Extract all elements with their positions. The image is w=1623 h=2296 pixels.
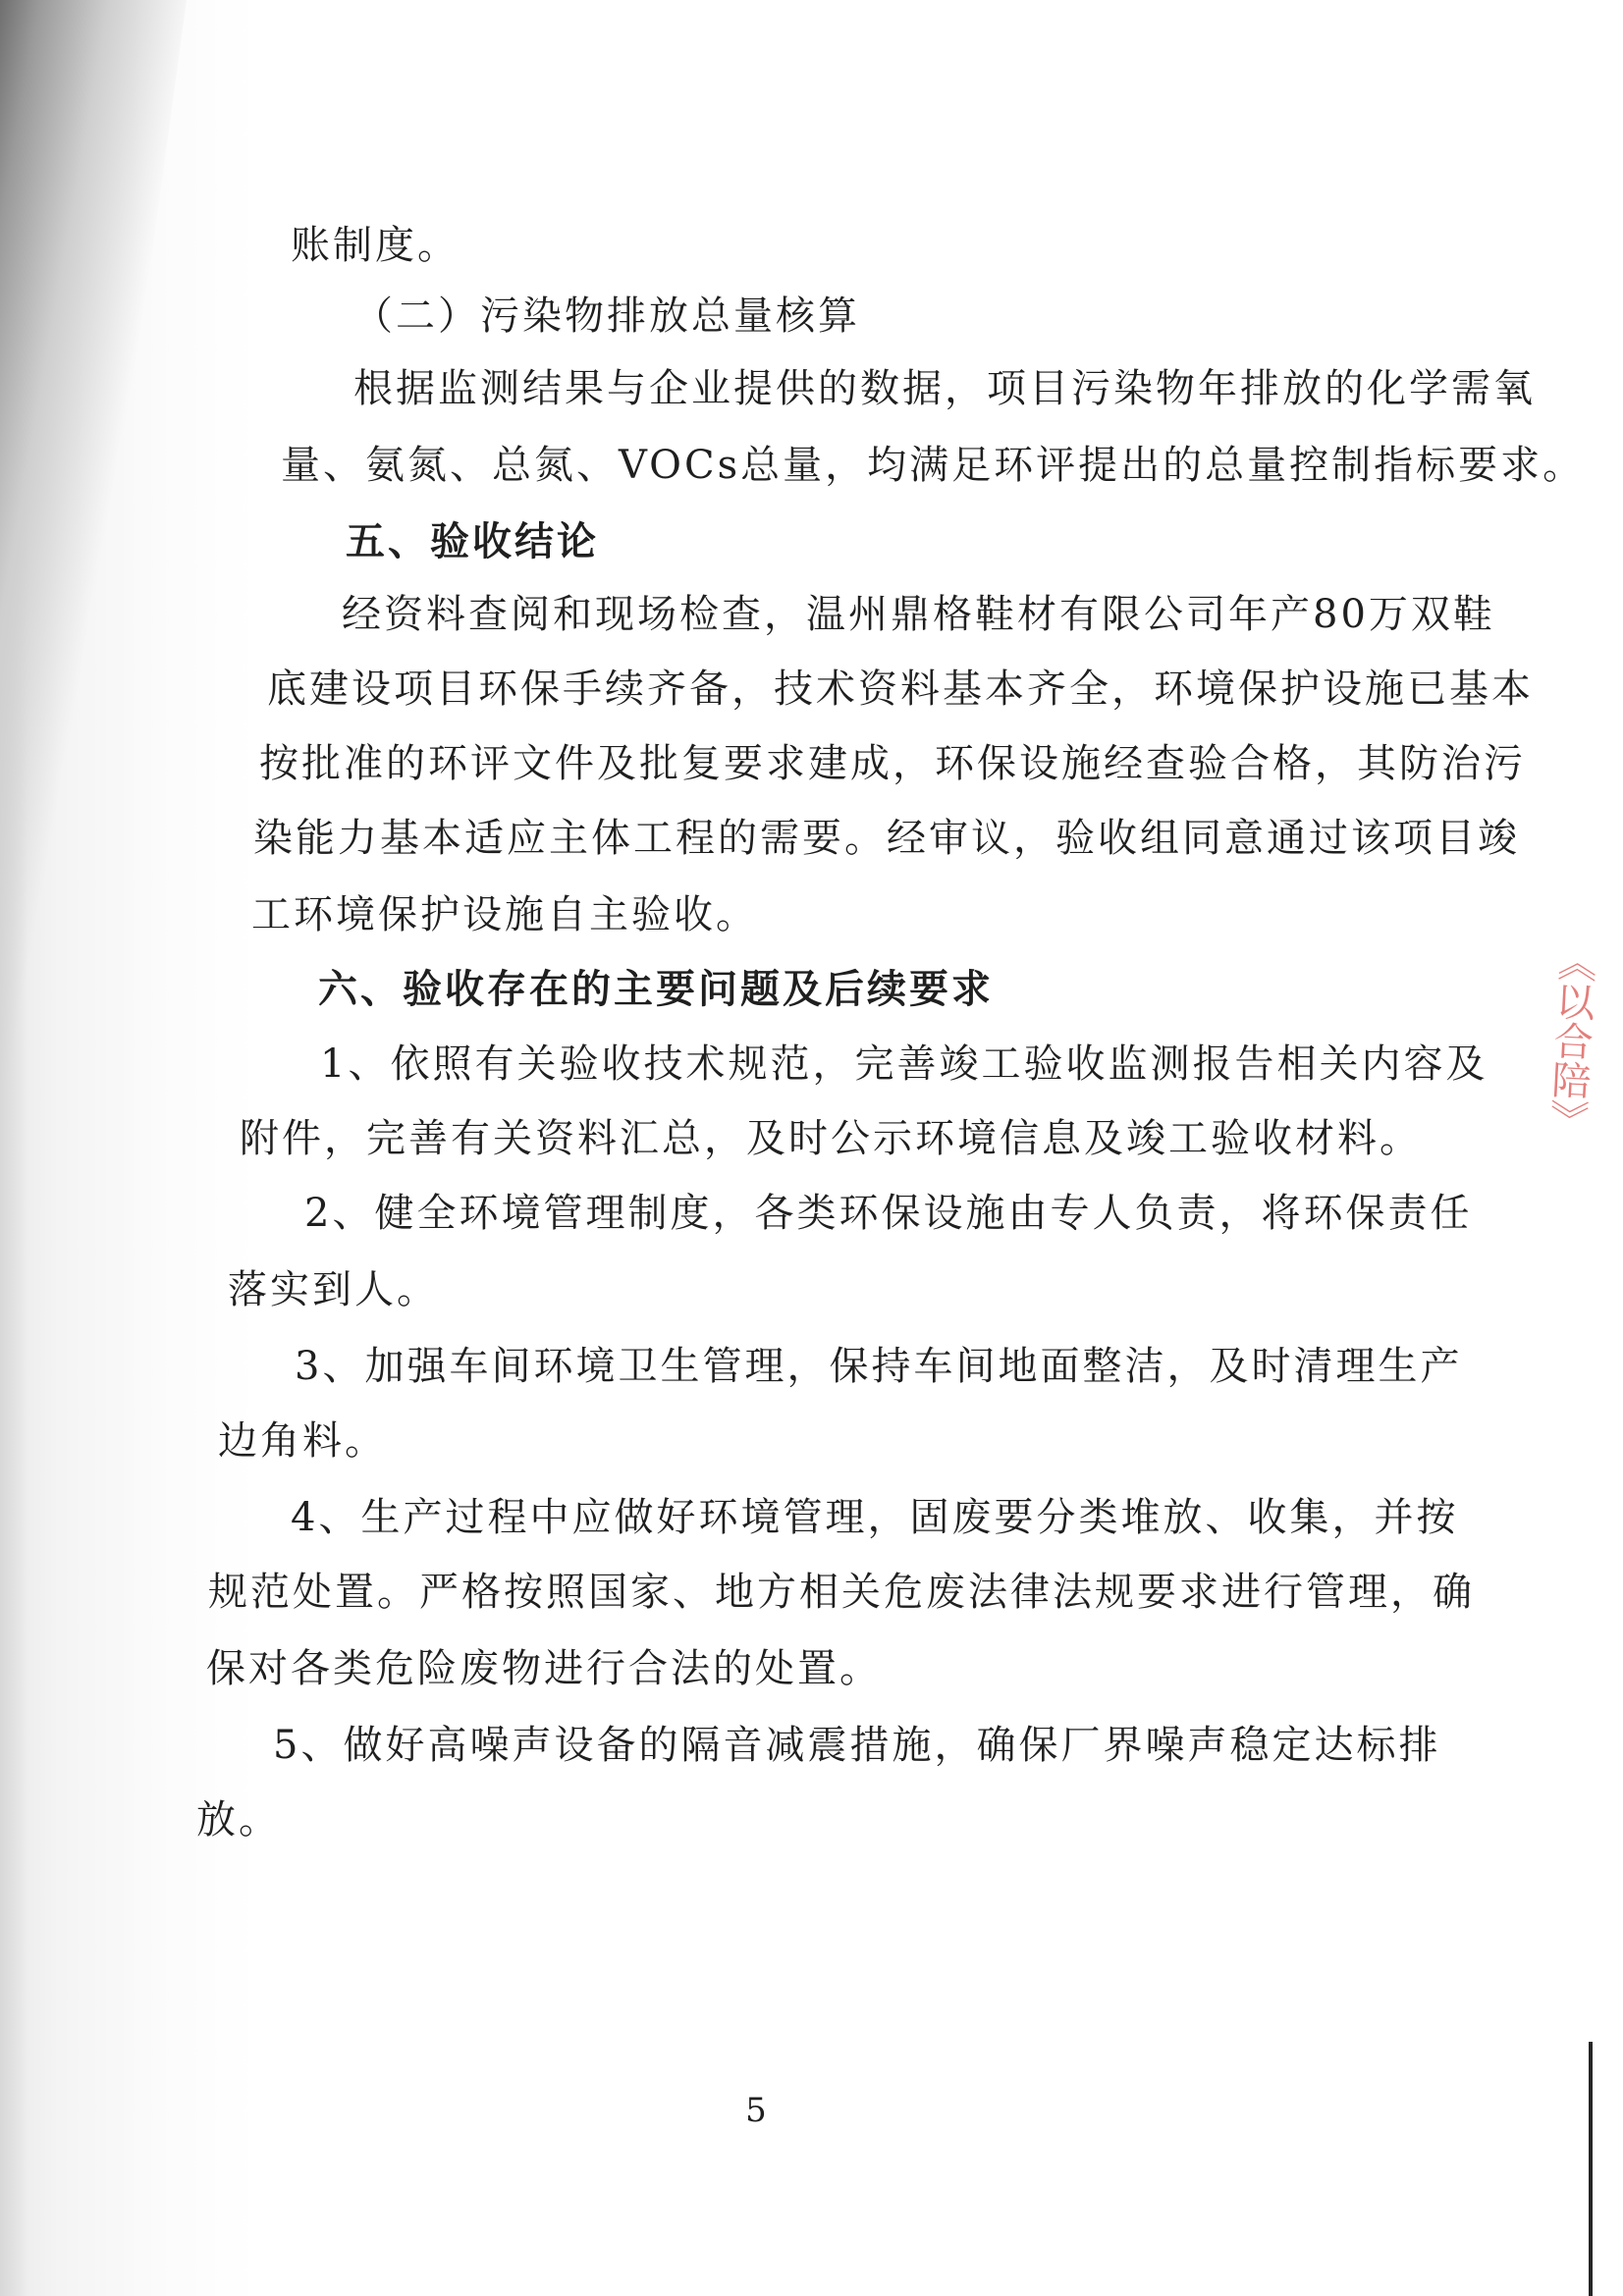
text-line-15: 落实到人。 <box>228 1267 439 1312</box>
text-line-20: 保对各类危险废物进行合法的处置。 <box>206 1646 882 1691</box>
text-line-12: 1、依照有关验收技术规范，完善竣工验收监测报告相关内容及 <box>320 1041 1488 1087</box>
text-line-9: 染能力基本适应主体工程的需要。经审议，验收组同意通过该项目竣 <box>253 816 1520 861</box>
scan-corner-shadow <box>0 0 196 1080</box>
text-line-16: 3、加强车间环境卫生管理，保持车间地面整洁，及时清理生产 <box>295 1344 1463 1389</box>
text-line-3: 根据监测结果与企业提供的数据，项目污染物年排放的化学需氧 <box>353 366 1536 411</box>
section-heading-6: 六、验收存在的主要问题及后续要求 <box>318 966 994 1012</box>
section-heading-2: （二）污染物排放总量核算 <box>353 294 860 339</box>
text-line-18: 4、生产过程中应做好环境管理，固废要分类堆放、收集，并按 <box>291 1495 1459 1540</box>
red-handwritten-stamp: 《以合陪》 <box>1542 940 1598 1140</box>
text-line-10: 工环境保护设施自主验收。 <box>251 892 758 937</box>
text-line-22: 放。 <box>196 1797 281 1842</box>
text-line-19: 规范处置。严格按照国家、地方相关危废法律法规要求进行管理，确 <box>208 1570 1475 1615</box>
text-line-6: 经资料查阅和现场检查，温州鼎格鞋材有限公司年产80万双鞋 <box>342 592 1495 637</box>
page-number: 5 <box>745 2091 767 2130</box>
scan-edge-line <box>1589 2042 1593 2296</box>
text-line-4: 量、氨氮、总氮、VOCs总量，均满足环评提出的总量控制指标要求。 <box>281 443 1586 488</box>
section-heading-5: 五、验收结论 <box>346 518 599 564</box>
text-line-13: 附件，完善有关资料汇总，及时公示环境信息及竣工验收材料。 <box>240 1116 1422 1161</box>
text-line-8: 按批准的环评文件及批复要求建成，环保设施经查验合格，其防治污 <box>259 741 1526 786</box>
text-line-17: 边角料。 <box>218 1418 387 1464</box>
text-line-21: 5、做好高噪声设备的隔音减震措施，确保厂界噪声稳定达标排 <box>273 1723 1441 1768</box>
text-line-7: 底建设项目环保手续齐备，技术资料基本齐全，环境保护设施已基本 <box>267 667 1534 712</box>
text-line-1: 账制度。 <box>291 223 460 268</box>
text-line-14: 2、健全环境管理制度，各类环保设施由专人负责，将环保责任 <box>304 1191 1473 1236</box>
